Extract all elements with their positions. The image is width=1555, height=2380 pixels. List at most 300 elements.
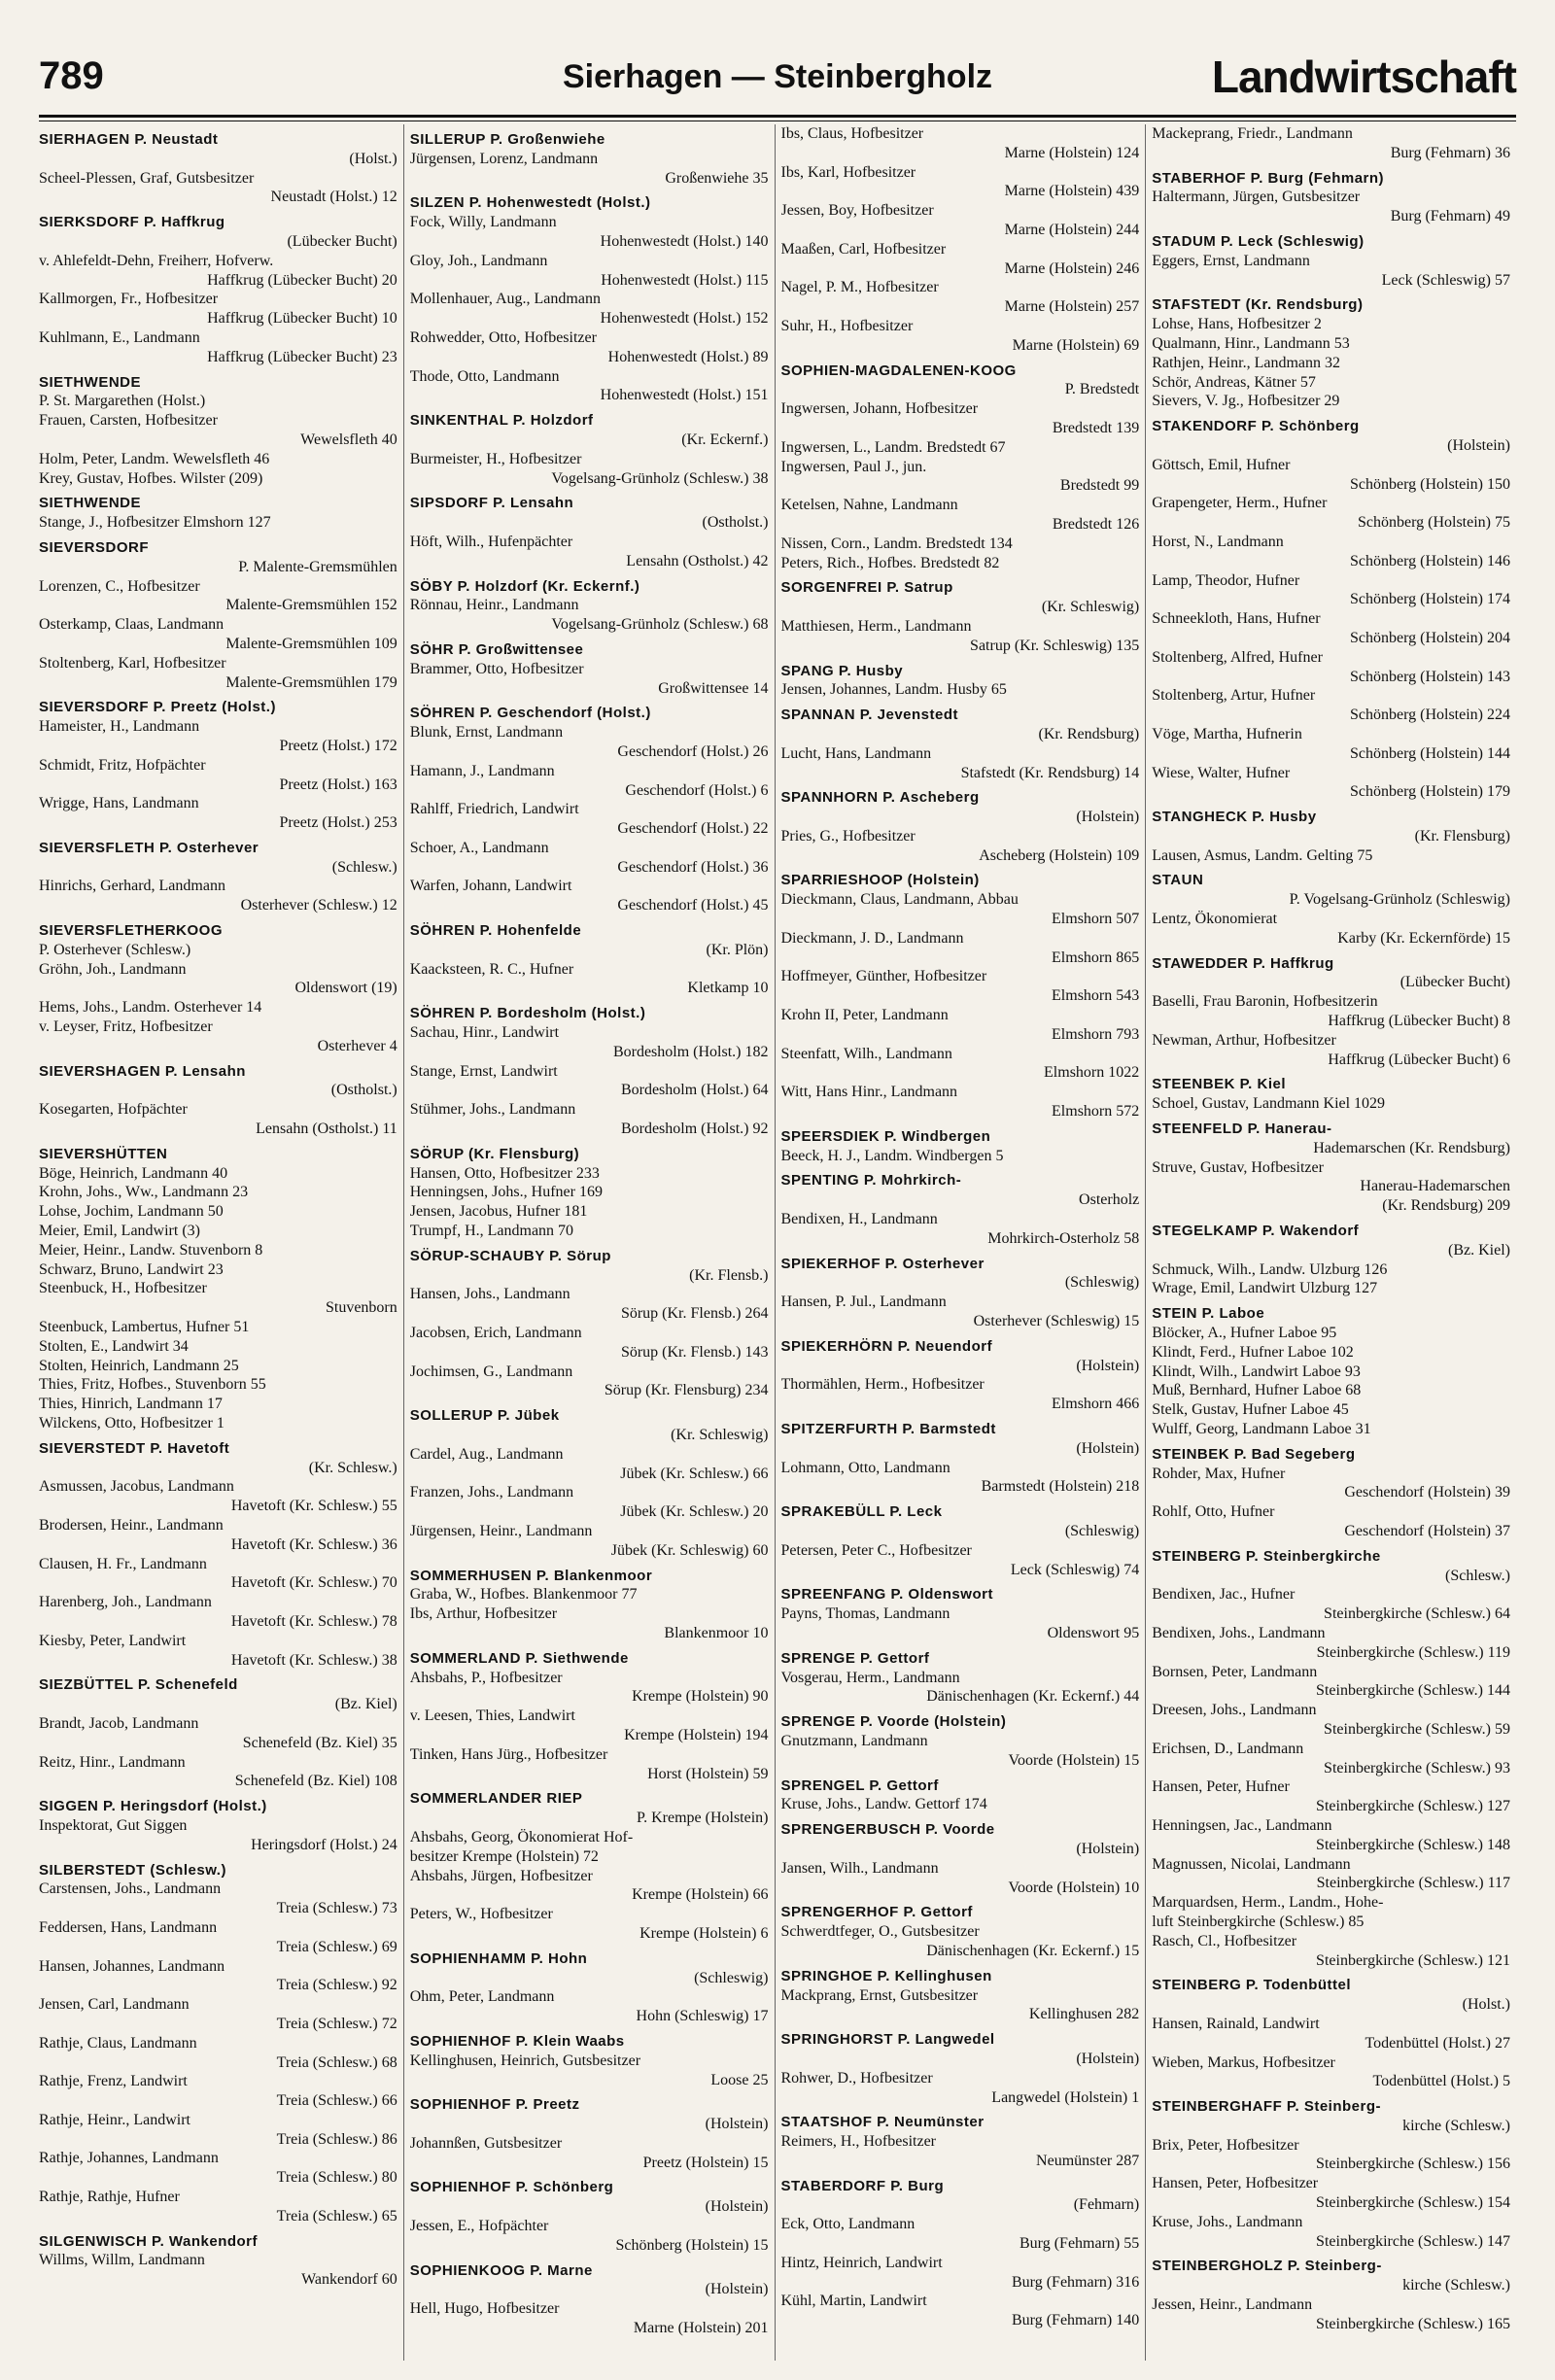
locality-heading: SÖHREN P. Geschendorf (Holst.) xyxy=(409,705,651,722)
locality-heading: SILBERSTEDT (Schlesw.) xyxy=(39,1861,226,1879)
entry-line: luft Steinbergkirche (Schlesw.) 85 xyxy=(1152,1913,1365,1930)
entry-continuation: (Kr. Schleswig) xyxy=(671,1427,769,1443)
entry-continuation: (Holst.) xyxy=(349,150,397,167)
entry-line: Jensen, Carl, Landmann xyxy=(39,1996,190,2014)
entry-continuation: (Ostholst.) xyxy=(330,1082,397,1099)
entry-continuation: Osterholz xyxy=(1079,1191,1140,1209)
entry-line: Rathje, Heinr., Landwirt xyxy=(39,2111,190,2128)
entry-continuation: Steinbergkirche (Schlesw.) 119 xyxy=(1316,1643,1510,1661)
entry-line: Rohder, Max, Hufner xyxy=(1152,1465,1286,1482)
entry-continuation: P. Vogelsang-Grünholz (Schleswig) xyxy=(1289,891,1510,909)
entry-continuation: Hohenwestedt (Holst.) 89 xyxy=(607,348,769,365)
locality-heading: SPREENFANG P. Oldenswort xyxy=(780,1586,993,1604)
entry-continuation: Stuvenborn xyxy=(325,1299,397,1317)
entry-line: Mackeprang, Friedr., Landmann xyxy=(1152,125,1353,142)
entry-continuation: (Bz. Kiel) xyxy=(334,1696,397,1713)
entry-line: Wulff, Georg, Landmann Laboe 31 xyxy=(1152,1421,1371,1437)
entry-continuation: Steinbergkirche (Schlesw.) 147 xyxy=(1316,2232,1510,2250)
entry-line: Payns, Thomas, Landmann xyxy=(780,1605,950,1623)
entry-continuation: Dänischenhagen (Kr. Eckernf.) 15 xyxy=(926,1942,1140,1959)
entry-continuation: (Holstein) xyxy=(705,2281,769,2298)
entry-continuation: Leck (Schleswig) 57 xyxy=(1381,271,1510,289)
entry-line: Stoltenberg, Karl, Hofbesitzer xyxy=(39,654,226,672)
locality-heading: SOMMERLAND P. Siethwende xyxy=(409,1649,629,1667)
entry-line: Jessen, E., Hofpächter xyxy=(409,2218,549,2235)
entry-line: Ibs, Karl, Hofbesitzer xyxy=(780,163,916,181)
locality-heading: STEENFELD P. Hanerau- xyxy=(1152,1121,1332,1138)
entry-line: Qualmann, Hinr., Landmann 53 xyxy=(1152,334,1350,352)
entry-line: Carstensen, Johs., Landmann xyxy=(39,1880,222,1898)
entry-continuation: Haffkrug (Lübecker Bucht) 10 xyxy=(207,310,397,328)
entry-line: Franzen, Johs., Landmann xyxy=(409,1484,574,1501)
entry-line: Schoel, Gustav, Landmann Kiel 1029 xyxy=(1152,1095,1386,1113)
entry-continuation: Elmshorn 466 xyxy=(1052,1396,1140,1413)
entry-line: Rohlf, Otto, Hufner xyxy=(1152,1503,1275,1521)
entry-continuation: Mohrkirch-Osterholz 58 xyxy=(987,1229,1140,1247)
locality-heading: SPRENGE P. Voorde (Holstein) xyxy=(780,1713,1007,1731)
entry-continuation: (Schleswig) xyxy=(694,1969,769,1986)
entry-line: Dieckmann, J. D., Landmann xyxy=(780,929,964,947)
entry-line: Dieckmann, Claus, Landmann, Abbau xyxy=(780,891,1019,909)
entry-continuation: P. Malente-Gremsmühlen xyxy=(238,558,397,575)
entry-continuation: Hohenwestedt (Holst.) 152 xyxy=(600,310,769,328)
entry-continuation: Osterhever (Schleswig) 15 xyxy=(973,1313,1140,1330)
entry-line: Klindt, Ferd., Hufner Laboe 102 xyxy=(1152,1343,1354,1361)
entry-continuation: Schönberg (Holstein) 15 xyxy=(615,2236,769,2254)
entry-continuation: Hohn (Schleswig) 17 xyxy=(636,2008,769,2025)
entry-line: Kaacksteen, R. C., Hufner xyxy=(409,960,574,978)
entry-line: Brammer, Otto, Hofbesitzer xyxy=(409,660,584,677)
entry-continuation: Wewelsfleth 40 xyxy=(300,431,397,448)
entry-continuation: Schönberg (Holstein) 224 xyxy=(1349,707,1510,724)
entry-line: Wieben, Markus, Hofbesitzer xyxy=(1152,2053,1335,2071)
entry-line: Eggers, Ernst, Landmann xyxy=(1152,252,1310,269)
entry-line: Lucht, Hans, Landmann xyxy=(780,744,932,762)
locality-heading: SOPHIENHOF P. Preetz xyxy=(409,2096,580,2114)
entry-line: Gloy, Joh., Landmann xyxy=(409,252,548,269)
entry-line: Peters, Rich., Hofbes. Bredstedt 82 xyxy=(780,554,1000,571)
entry-line: Ingwersen, L., Landm. Bredstedt 67 xyxy=(780,438,1006,456)
locality-heading: SPANNAN P. Jevenstedt xyxy=(780,707,959,724)
entry-line: Lausen, Asmus, Landm. Gelting 75 xyxy=(1152,846,1373,864)
column-3 xyxy=(775,124,1146,2361)
locality-heading: SIEVERSTEDT P. Havetoft xyxy=(39,1439,230,1457)
entry-line: Rohwer, D., Hofbesitzer xyxy=(780,2069,933,2087)
entry-line: Ingwersen, Johann, Hofbesitzer xyxy=(780,400,979,418)
entry-line: Bendixen, H., Landmann xyxy=(780,1211,938,1228)
entry-line: Schoer, A., Landmann xyxy=(409,839,549,856)
entry-line: Trumpf, H., Landmann 70 xyxy=(409,1223,574,1240)
entry-line: Schör, Andreas, Kätner 57 xyxy=(1152,373,1316,391)
entry-line: P. St. Margarethen (Holst.) xyxy=(39,393,206,410)
entry-line: v. Leesen, Thies, Landwirt xyxy=(409,1707,575,1725)
entry-continuation: Horst (Holstein) 59 xyxy=(647,1765,769,1782)
entry-continuation: Satrup (Kr. Schleswig) 135 xyxy=(970,637,1140,654)
entry-continuation: Steinbergkirche (Schlesw.) 93 xyxy=(1324,1759,1510,1776)
locality-heading: SÖHREN P. Hohenfelde xyxy=(409,922,582,940)
locality-heading: SOPHIENHOF P. Klein Waabs xyxy=(409,2032,625,2050)
locality-heading: SOPHIENKOOG P. Marne xyxy=(409,2261,593,2279)
entry-continuation: Preetz (Holst.) 172 xyxy=(279,737,397,754)
entry-line: Thode, Otto, Landmann xyxy=(409,367,560,385)
entry-line: Ketelsen, Nahne, Landmann xyxy=(780,497,958,514)
entry-continuation: kirche (Schlesw.) xyxy=(1402,2277,1510,2294)
entry-line: Böge, Heinrich, Landmann 40 xyxy=(39,1164,228,1182)
entry-continuation: Bredstedt 126 xyxy=(1052,515,1140,533)
entry-line: Jessen, Heinr., Landmann xyxy=(1152,2296,1313,2314)
entry-continuation: Schönberg (Holstein) 144 xyxy=(1349,744,1510,762)
entry-line: Kallmorgen, Fr., Hofbesitzer xyxy=(39,291,219,308)
entry-continuation: Hademarschen (Kr. Rendsburg) xyxy=(1313,1139,1510,1156)
entry-line: Grapengeter, Herm., Hufner xyxy=(1152,495,1328,512)
entry-continuation: Schenefeld (Bz. Kiel) 108 xyxy=(234,1773,397,1790)
entry-line: Newman, Arthur, Hofbesitzer xyxy=(1152,1031,1336,1049)
entry-continuation: Großwittensee 14 xyxy=(658,679,769,697)
entry-continuation: Schönberg (Holstein) 174 xyxy=(1349,591,1510,608)
entry-line: Bendixen, Jac., Hufner xyxy=(1152,1586,1296,1604)
directory-columns xyxy=(39,124,1516,2361)
entry-line: Hoffmeyer, Günther, Hofbesitzer xyxy=(780,968,987,985)
entry-continuation: Krempe (Holstein) 6 xyxy=(639,1924,769,1942)
entry-continuation: Kellinghusen 282 xyxy=(1028,2006,1140,2023)
entry-line: Hintz, Heinrich, Landwirt xyxy=(780,2254,943,2271)
entry-line: Jürgensen, Lorenz, Landmann xyxy=(409,150,599,167)
entry-continuation: Jübek (Kr. Schleswig) 60 xyxy=(610,1541,769,1559)
entry-continuation: Preetz (Holst.) 253 xyxy=(279,814,397,832)
entry-continuation: (Kr. Plön) xyxy=(706,941,769,958)
entry-line: Brodersen, Heinr., Landmann xyxy=(39,1516,224,1534)
entry-line: Mackprang, Ernst, Gutsbesitzer xyxy=(780,1986,979,2004)
entry-continuation: Marne (Holstein) 244 xyxy=(1004,221,1140,238)
entry-line: Hansen, P. Jul., Landmann xyxy=(780,1293,947,1311)
entry-line: Gnutzmann, Landmann xyxy=(780,1732,928,1749)
entry-continuation: Geschendorf (Holst.) 6 xyxy=(625,781,769,799)
locality-heading: SOPHIENHOF P. Schönberg xyxy=(409,2179,614,2196)
entry-line: Sachau, Hinr., Landwirt xyxy=(409,1024,560,1042)
entry-continuation: (Schleswig) xyxy=(1064,1274,1140,1292)
entry-continuation: Treia (Schlesw.) 66 xyxy=(276,2092,397,2110)
entry-line: Hems, Johs., Landm. Osterhever 14 xyxy=(39,999,262,1017)
entry-continuation: Burg (Fehmarn) 36 xyxy=(1390,144,1510,161)
entry-continuation: (Bz. Kiel) xyxy=(1448,1241,1510,1259)
entry-continuation: Treia (Schlesw.) 69 xyxy=(276,1938,397,1955)
entry-continuation: Vogelsang-Grünholz (Schlesw.) 68 xyxy=(551,616,769,634)
entry-continuation: Geschendorf (Holst.) 26 xyxy=(617,742,769,760)
entry-line: Kruse, Johs., Landw. Gettorf 174 xyxy=(780,1796,987,1813)
entry-continuation: Voorde (Holstein) 15 xyxy=(1008,1751,1140,1769)
entry-line: Lohmann, Otto, Landmann xyxy=(780,1459,950,1476)
entry-continuation: Vogelsang-Grünholz (Schlesw.) 38 xyxy=(551,469,769,487)
entry-line: Jochimsen, G., Landmann xyxy=(409,1362,573,1380)
section-title: Landwirtschaft xyxy=(1211,52,1516,102)
entry-continuation: Elmshorn 572 xyxy=(1052,1103,1140,1121)
entry-line: Rathjen, Heinr., Landmann 32 xyxy=(1152,354,1340,371)
entry-line: Ibs, Claus, Hofbesitzer xyxy=(780,125,924,142)
locality-heading: SPRENGE P. Gettorf xyxy=(780,1649,930,1667)
entry-line: Steenbuck, H., Hofbesitzer xyxy=(39,1280,207,1297)
entry-continuation: (Lübecker Bucht) xyxy=(287,232,397,250)
locality-heading: STEINBERG P. Steinbergkirche xyxy=(1152,1547,1381,1565)
entry-continuation: Haffkrug (Lübecker Bucht) 6 xyxy=(1328,1051,1510,1068)
locality-heading: SOMMERHUSEN P. Blankenmoor xyxy=(409,1567,653,1584)
entry-line: P. Osterhever (Schlesw.) xyxy=(39,941,191,958)
entry-line: Frauen, Carsten, Hofbesitzer xyxy=(39,412,218,430)
entry-line: Beeck, H. J., Landm. Windbergen 5 xyxy=(780,1147,1004,1164)
entry-line: Dreesen, Johs., Landmann xyxy=(1152,1702,1317,1719)
entry-continuation: Bordesholm (Holst.) 92 xyxy=(620,1121,769,1138)
entry-line: Horst, N., Landmann xyxy=(1152,533,1284,550)
entry-line: Lentz, Ökonomierat xyxy=(1152,911,1278,928)
entry-line: Hansen, Peter, Hufner xyxy=(1152,1778,1290,1796)
locality-heading: STEINBEK P. Bad Segeberg xyxy=(1152,1445,1356,1463)
locality-heading: SORGENFREI P. Satrup xyxy=(780,579,953,597)
entry-continuation: Treia (Schlesw.) 68 xyxy=(276,2053,397,2071)
entry-continuation: Oldenswort (19) xyxy=(294,980,397,997)
entry-line: Blöcker, A., Hufner Laboe 95 xyxy=(1152,1325,1337,1342)
locality-heading: SIPSDORF P. Lensahn xyxy=(409,495,574,512)
entry-continuation: (Kr. Schleswig) xyxy=(1041,599,1140,616)
column-2 xyxy=(403,124,775,2361)
entry-line: Maaßen, Carl, Hofbesitzer xyxy=(780,240,947,258)
entry-line: Jensen, Jacobus, Hufner 181 xyxy=(409,1203,588,1221)
entry-continuation: Dänischenhagen (Kr. Eckernf.) 44 xyxy=(926,1688,1140,1706)
entry-continuation: (Kr. Rendsburg) 209 xyxy=(1382,1197,1510,1215)
entry-continuation: P. Krempe (Holstein) xyxy=(636,1810,769,1827)
entry-continuation: Barmstedt (Holstein) 218 xyxy=(981,1478,1140,1496)
entry-continuation: Malente-Gremsmühlen 109 xyxy=(225,635,397,652)
entry-continuation: Havetoft (Kr. Schlesw.) 78 xyxy=(230,1612,397,1630)
entry-continuation: Haffkrug (Lübecker Bucht) 23 xyxy=(207,348,397,365)
entry-continuation: Marne (Holstein) 257 xyxy=(1004,298,1140,316)
entry-line: Steenbuck, Lambertus, Hufner 51 xyxy=(39,1319,250,1336)
entry-line: Thormählen, Herm., Hofbesitzer xyxy=(780,1376,985,1394)
entry-line: Lohse, Jochim, Landmann 50 xyxy=(39,1203,224,1221)
entry-line: Rohwedder, Otto, Hofbesitzer xyxy=(409,328,597,346)
entry-continuation: Bredstedt 139 xyxy=(1052,419,1140,436)
entry-continuation: Krempe (Holstein) 194 xyxy=(624,1726,769,1743)
entry-line: Jessen, Boy, Hofbesitzer xyxy=(780,202,934,220)
entry-line: Asmussen, Jacobus, Landmann xyxy=(39,1478,234,1496)
entry-line: Rathje, Claus, Landmann xyxy=(39,2034,197,2052)
entry-line: Nissen, Corn., Landm. Bredstedt 134 xyxy=(780,535,1013,552)
entry-line: Hameister, H., Landmann xyxy=(39,718,200,736)
locality-heading: SÖRUP (Kr. Flensburg) xyxy=(409,1145,580,1162)
entry-continuation: Kletkamp 10 xyxy=(687,980,769,997)
locality-heading: SPRINGHORST P. Langwedel xyxy=(780,2031,995,2049)
entry-continuation: Marne (Holstein) 439 xyxy=(1004,183,1140,200)
entry-continuation: Lensahn (Ostholst.) 42 xyxy=(626,552,769,569)
locality-heading: SOPHIEN-MAGDALENEN-KOOG xyxy=(780,362,1017,379)
locality-heading: STEINBERGHOLZ P. Steinberg- xyxy=(1152,2258,1382,2275)
entry-continuation: Sörup (Kr. Flensb.) 143 xyxy=(620,1343,769,1361)
entry-continuation: Loose 25 xyxy=(710,2071,769,2088)
page-number: 789 xyxy=(39,54,104,97)
locality-heading: SILZEN P. Hohenwestedt (Holst.) xyxy=(409,194,651,212)
entry-line: Hinrichs, Gerhard, Landmann xyxy=(39,878,225,895)
entry-continuation: Steinbergkirche (Schlesw.) 148 xyxy=(1316,1836,1510,1853)
entry-line: Tinken, Hans Jürg., Hofbesitzer xyxy=(409,1745,608,1763)
locality-heading: STEINBERGHAFF P. Steinberg- xyxy=(1152,2098,1381,2116)
entry-line: Gröhn, Joh., Landmann xyxy=(39,960,187,978)
locality-heading: SPEERSDIEK P. Windbergen xyxy=(780,1127,991,1145)
entry-line: Haltermann, Jürgen, Gutsbesitzer xyxy=(1152,189,1361,206)
entry-continuation: Elmshorn 543 xyxy=(1052,987,1140,1005)
entry-line: Schmuck, Wilh., Landw. Ulzburg 126 xyxy=(1152,1260,1388,1278)
entry-line: Stoltenberg, Artur, Hufner xyxy=(1152,687,1316,705)
entry-continuation: (Holstein) xyxy=(1447,436,1510,454)
entry-line: Krohn, Johs., Ww., Landmann 23 xyxy=(39,1184,249,1201)
locality-heading: SIERHAGEN P. Neustadt xyxy=(39,131,219,148)
entry-line: Schneekloth, Hans, Hufner xyxy=(1152,610,1321,628)
entry-continuation: Burg (Fehmarn) 140 xyxy=(1012,2312,1140,2329)
entry-line: Blunk, Ernst, Landmann xyxy=(409,724,564,742)
entry-line: Krey, Gustav, Hofbes. Wilster (209) xyxy=(39,469,263,487)
entry-continuation: Havetoft (Kr. Schlesw.) 70 xyxy=(230,1574,397,1592)
locality-heading: SÖBY P. Holzdorf (Kr. Eckernf.) xyxy=(409,577,640,595)
locality-heading: SPRAKEBÜLL P. Leck xyxy=(780,1503,943,1521)
entry-continuation: Treia (Schlesw.) 86 xyxy=(276,2130,397,2148)
locality-heading: SIGGEN P. Heringsdorf (Holst.) xyxy=(39,1798,267,1815)
entry-continuation: Jübek (Kr. Schlesw.) 66 xyxy=(620,1465,769,1482)
entry-line: Henningsen, Johs., Hufner 169 xyxy=(409,1184,603,1201)
entry-line: Bornsen, Peter, Landmann xyxy=(1152,1663,1318,1680)
entry-continuation: Schönberg (Holstein) 75 xyxy=(1357,514,1510,532)
entry-line: Krohn II, Peter, Landmann xyxy=(780,1007,949,1024)
entry-line: Stoltenberg, Alfred, Hufner xyxy=(1152,648,1323,666)
entry-line: Stolten, E., Landwirt 34 xyxy=(39,1337,189,1355)
entry-continuation: Steinbergkirche (Schlesw.) 59 xyxy=(1324,1720,1510,1738)
entry-line: Peters, W., Hofbesitzer xyxy=(409,1906,553,1923)
entry-continuation: Elmshorn 793 xyxy=(1052,1025,1140,1043)
entry-continuation: Heringsdorf (Holst.) 24 xyxy=(251,1836,397,1853)
entry-line: Graba, W., Hofbes. Blankenmoor 77 xyxy=(409,1586,638,1604)
entry-continuation: (Ostholst.) xyxy=(702,514,769,532)
entry-continuation: (Fehmarn) xyxy=(1073,2196,1140,2214)
entry-continuation: Elmshorn 865 xyxy=(1052,949,1140,966)
entry-continuation: Hanerau-Hademarschen xyxy=(1360,1178,1510,1195)
entry-line: Feddersen, Hans, Landmann xyxy=(39,1918,218,1936)
entry-continuation: Hohenwestedt (Holst.) 115 xyxy=(601,271,769,289)
locality-heading: SPRENGERHOF P. Gettorf xyxy=(780,1904,973,1921)
entry-continuation: Ascheberg (Holstein) 109 xyxy=(979,846,1140,864)
entry-continuation: (Kr. Schlesw.) xyxy=(308,1459,397,1476)
entry-continuation: Malente-Gremsmühlen 152 xyxy=(225,597,397,614)
entry-line: Kühl, Martin, Landwirt xyxy=(780,2293,927,2310)
entry-continuation: Treia (Schlesw.) 80 xyxy=(276,2169,397,2187)
entry-continuation: Wankendorf 60 xyxy=(301,2271,397,2289)
entry-continuation: (Kr. Eckernf.) xyxy=(681,431,769,448)
entry-continuation: Treia (Schlesw.) 73 xyxy=(276,1900,397,1917)
entry-continuation: Geschendorf (Holstein) 39 xyxy=(1344,1484,1510,1501)
entry-line: Lorenzen, C., Hofbesitzer xyxy=(39,577,200,595)
entry-continuation: (Holstein) xyxy=(1076,2050,1140,2067)
entry-continuation: Osterhever (Schlesw.) 12 xyxy=(240,897,397,914)
entry-continuation: Todenbüttel (Holst.) 27 xyxy=(1365,2034,1510,2052)
running-title: Sierhagen — Steinbergholz xyxy=(562,58,993,95)
entry-continuation: (Holstein) xyxy=(1076,1357,1140,1374)
entry-continuation: Havetoft (Kr. Schlesw.) 55 xyxy=(230,1498,397,1515)
entry-line: Schmidt, Fritz, Hofpächter xyxy=(39,756,206,774)
entry-line: Stange, Ernst, Landwirt xyxy=(409,1062,558,1080)
entry-continuation: Hohenwestedt (Holst.) 140 xyxy=(600,232,769,250)
entry-continuation: Jübek (Kr. Schlesw.) 20 xyxy=(620,1503,769,1521)
entry-continuation: (Holstein) xyxy=(705,2198,769,2216)
entry-line: Kosegarten, Hofpächter xyxy=(39,1101,188,1119)
entry-line: Meier, Emil, Landwirt (3) xyxy=(39,1223,200,1240)
locality-heading: SPITZERFURTH P. Barmstedt xyxy=(780,1421,996,1437)
locality-heading: STAATSHOF P. Neumünster xyxy=(780,2114,985,2131)
locality-heading: SPRENGERBUSCH P. Voorde xyxy=(780,1821,995,1839)
locality-heading: STAFSTEDT (Kr. Rendsburg) xyxy=(1152,296,1364,314)
entry-line: Vosgerau, Herm., Landmann xyxy=(780,1669,960,1686)
entry-line: Osterkamp, Claas, Landmann xyxy=(39,616,225,634)
entry-continuation: Voorde (Holstein) 10 xyxy=(1008,1879,1140,1896)
entry-continuation: Geschendorf (Holst.) 22 xyxy=(617,820,769,838)
entry-continuation: Steinbergkirche (Schlesw.) 117 xyxy=(1316,1875,1510,1892)
entry-line: Cardel, Aug., Landmann xyxy=(409,1445,564,1463)
entry-line: besitzer Krempe (Holstein) 72 xyxy=(409,1847,599,1865)
entry-line: Steenfatt, Wilh., Landmann xyxy=(780,1045,952,1062)
entry-continuation: Burg (Fehmarn) 55 xyxy=(1019,2235,1140,2253)
locality-heading: SIERKSDORF P. Haffkrug xyxy=(39,214,225,231)
locality-heading: SPANNHORN P. Ascheberg xyxy=(780,789,980,807)
entry-line: Rathje, Frenz, Landwirt xyxy=(39,2073,188,2090)
entry-line: Stolten, Heinrich, Landmann 25 xyxy=(39,1357,239,1374)
locality-heading: SPRENGEL P. Gettorf xyxy=(780,1776,939,1794)
entry-line: Sievers, V. Jg., Hofbesitzer 29 xyxy=(1152,393,1340,410)
entry-continuation: Geschendorf (Holst.) 45 xyxy=(617,897,769,914)
entry-continuation: Haffkrug (Lübecker Bucht) 8 xyxy=(1328,1013,1510,1030)
entry-line: Magnussen, Nicolai, Landmann xyxy=(1152,1855,1351,1873)
entry-line: Ingwersen, Paul J., jun. xyxy=(780,458,927,475)
entry-line: Lohse, Hans, Hofbesitzer 2 xyxy=(1152,316,1322,333)
entry-continuation: Haffkrug (Lübecker Bucht) 20 xyxy=(207,271,397,289)
entry-continuation: kirche (Schlesw.) xyxy=(1402,2117,1510,2134)
entry-continuation: Treia (Schlesw.) 65 xyxy=(276,2207,397,2225)
entry-continuation: Blankenmoor 10 xyxy=(664,1624,769,1641)
entry-continuation: Krempe (Holstein) 90 xyxy=(632,1688,769,1706)
entry-continuation: Schönberg (Holstein) 143 xyxy=(1349,668,1510,685)
entry-continuation: (Lübecker Bucht) xyxy=(1400,974,1510,991)
entry-line: Matthiesen, Herm., Landmann xyxy=(780,617,972,635)
entry-line: Rönnau, Heinr., Landmann xyxy=(409,597,579,614)
entry-continuation: Malente-Gremsmühlen 179 xyxy=(225,673,397,691)
entry-line: Baselli, Frau Baronin, Hofbesitzerin xyxy=(1152,993,1378,1011)
entry-line: Lamp, Theodor, Hufner xyxy=(1152,571,1300,589)
entry-line: Petersen, Peter C., Hofbesitzer xyxy=(780,1541,972,1559)
entry-line: Stühmer, Johs., Landmann xyxy=(409,1101,576,1119)
locality-heading: SIEVERSHAGEN P. Lensahn xyxy=(39,1062,246,1080)
entry-continuation: Bordesholm (Holst.) 182 xyxy=(612,1043,769,1060)
locality-heading: STABERHOF P. Burg (Fehmarn) xyxy=(1152,169,1385,187)
locality-heading: SIETHWENDE xyxy=(39,495,142,512)
locality-heading: STEGELKAMP P. Wakendorf xyxy=(1152,1223,1360,1240)
entry-continuation: (Holstein) xyxy=(1076,1840,1140,1857)
entry-line: Witt, Hans Hinr., Landmann xyxy=(780,1084,958,1101)
entry-continuation: Steinbergkirche (Schlesw.) 121 xyxy=(1316,1951,1510,1969)
locality-heading: SPENTING P. Mohrkirch- xyxy=(780,1172,962,1190)
entry-continuation: Treia (Schlesw.) 92 xyxy=(276,1977,397,1994)
column-1 xyxy=(39,124,403,2361)
entry-line: Suhr, H., Hofbesitzer xyxy=(780,317,914,334)
entry-line: Hansen, Rainald, Landwirt xyxy=(1152,2015,1320,2032)
entry-continuation: Todenbüttel (Holst.) 5 xyxy=(1372,2073,1510,2090)
entry-continuation: Stafstedt (Kr. Rendsburg) 14 xyxy=(960,764,1140,781)
entry-continuation: Schönberg (Holstein) 146 xyxy=(1349,552,1510,569)
entry-line: Bendixen, Johs., Landmann xyxy=(1152,1624,1326,1641)
locality-heading: SOMMERLANDER RIEP xyxy=(409,1790,583,1808)
locality-heading: STABERDORF P. Burg xyxy=(780,2177,945,2194)
